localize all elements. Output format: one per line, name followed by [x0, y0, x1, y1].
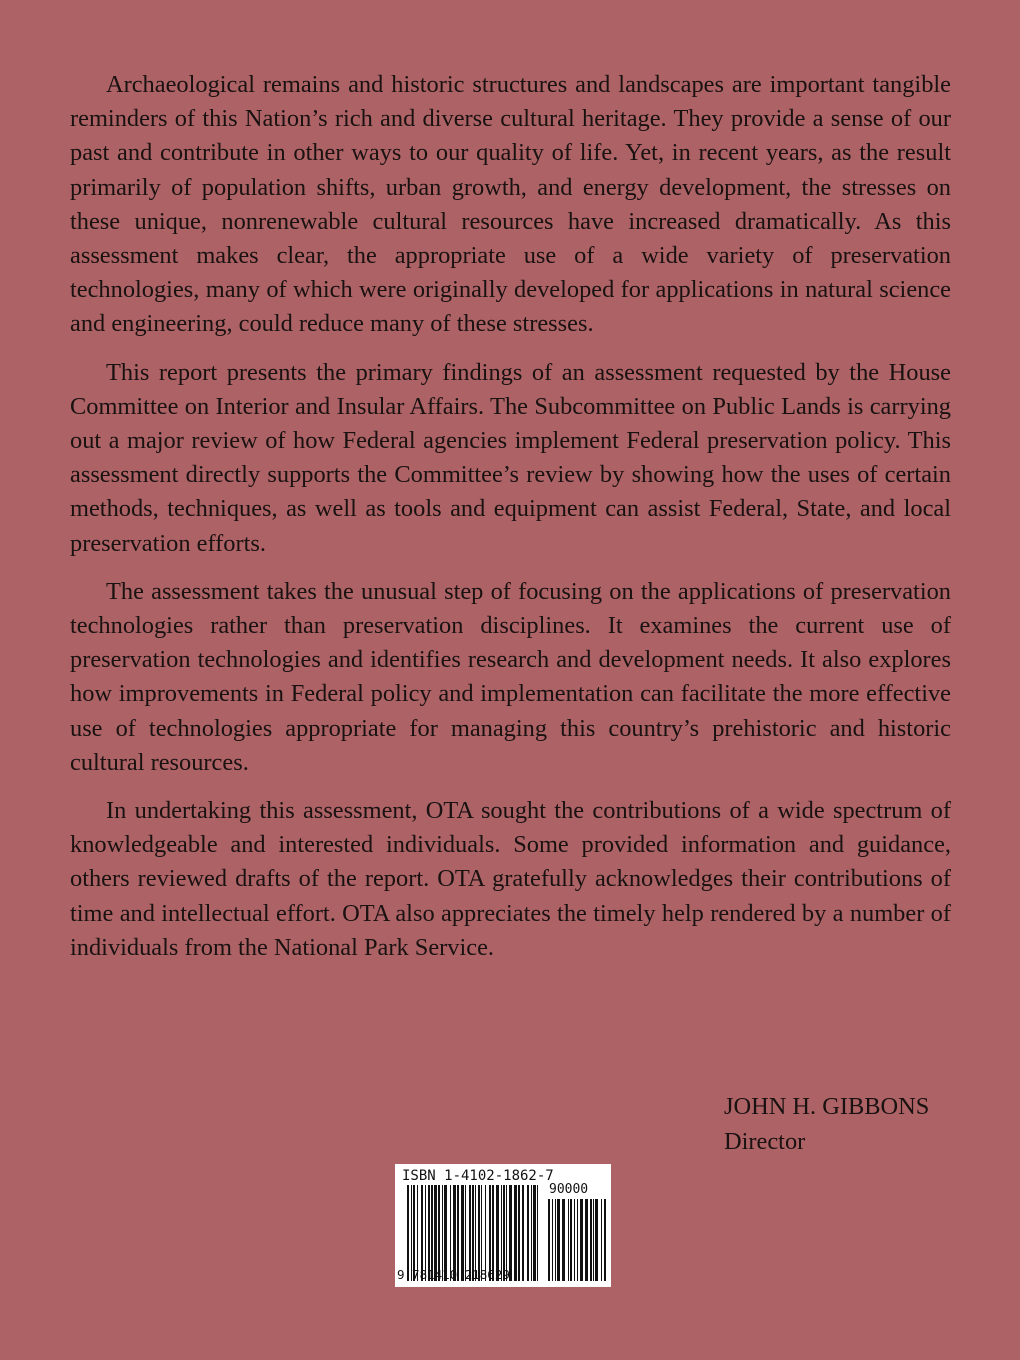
barcode-bar	[557, 1199, 560, 1281]
barcode-bar	[595, 1199, 598, 1281]
barcode-bar	[585, 1199, 588, 1281]
barcode-bar	[531, 1185, 532, 1281]
barcode-bar	[522, 1185, 524, 1281]
barcode-bar	[574, 1199, 575, 1281]
barcode-bar	[537, 1185, 538, 1281]
barcode-bar	[580, 1199, 583, 1281]
paragraph-1: Archaeological remains and historic structures and landscapes are important tangible reminders of this Nation’s rich and diverse cultural heritage. They provide a sense of our past and contribute in other ways to our quality of life. Yet, in recent years, as the result primarily of population shifts, urban growth, and energy development, the stresses on these unique, nonrenewable cultural resources have increased dramatically. As this assessment makes clear, the appropriate use of a wide variety of preservation technologies, many of which were originally developed for applications in natural science and engineering, could reduce many of these stresses.	[70, 71, 951, 338]
barcode-bar	[518, 1185, 520, 1281]
barcode-bar	[514, 1185, 517, 1281]
isbn-barcode	[395, 1164, 611, 1287]
barcode-bar	[568, 1199, 569, 1281]
barcode-bar	[562, 1199, 565, 1281]
signatory-title: Director	[724, 1128, 806, 1155]
barcode-bar	[604, 1199, 606, 1281]
signature-block	[724, 1089, 929, 1159]
barcode-bar	[590, 1199, 592, 1281]
body-text	[70, 68, 951, 979]
barcode-bar	[601, 1199, 602, 1281]
paragraph-3: The assessment takes the unusual step of focusing on the applications of preservation technologies rather than preservation disciplines. It examines the current use of preservation technologies and identifies research and development needs. It also explores how improvements in Federal policy and implementation can facilitate the more effective use of technologies appropriate for managing this country’s prehistoric and historic cultural resources.	[70, 577, 951, 776]
ean-number: 9 781410 218629	[397, 1267, 510, 1282]
barcode-bar	[533, 1185, 536, 1281]
price-code: 90000	[549, 1182, 589, 1197]
barcode-bar	[555, 1199, 556, 1281]
barcode-bar	[552, 1199, 553, 1281]
paragraph-4: In undertaking this assessment, OTA sought the contributions of a wide spectrum of knowledgeable and interested individuals. Some provided information and guidance, others reviewed drafts of the report. OTA gratefully acknowledges their contributions of time and intellectual effort. OTA also appreciates the timely help rendered by a number of individuals from the National Park Service.	[70, 797, 951, 961]
isbn-label: ISBN 1-4102-1862-7	[402, 1168, 554, 1184]
barcode-bar	[548, 1199, 550, 1281]
barcode-bar	[593, 1199, 594, 1281]
signatory-name: JOHN H. GIBBONS	[724, 1093, 930, 1120]
addon-bars	[548, 1199, 606, 1281]
paragraph-2: This report presents the primary findings of an assessment requested by the House Committee on Interior and Insular Affairs. The Subcommittee on Public Lands is carrying out a major review of how Federal agencies implement Federal preservation policy. This assessment directly supports the Committee’s review by showing how the uses of certain methods, techniques, as well as tools and equipment can assist Federal, State, and local preservation efforts.	[70, 358, 951, 557]
barcode-bar	[577, 1199, 578, 1281]
barcode-bar	[570, 1199, 572, 1281]
barcode-bar	[527, 1185, 529, 1281]
